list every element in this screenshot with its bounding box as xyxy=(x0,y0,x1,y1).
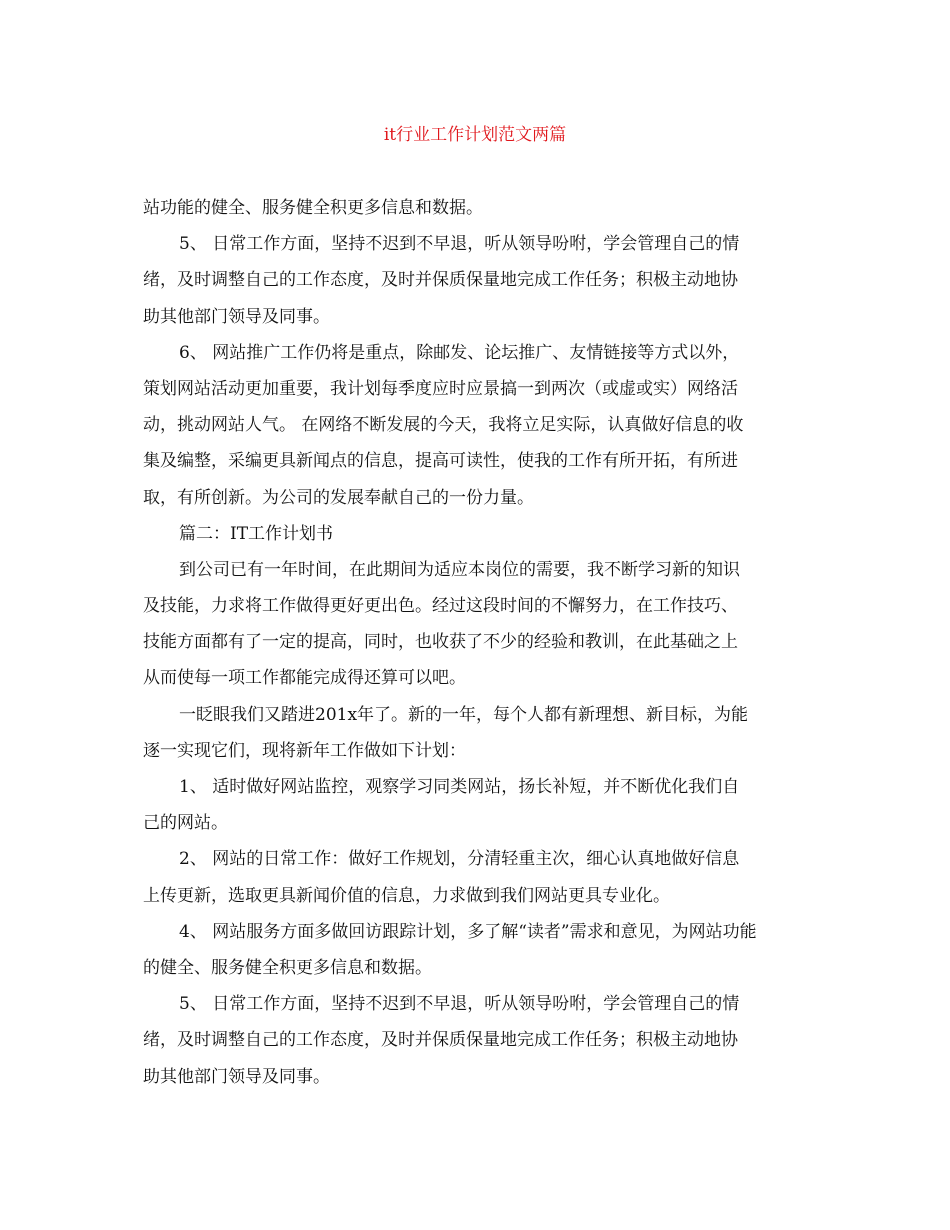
paragraph-line: 1、 适时做好网站监控，观察学习同类网站，扬长补短，并不断优化我们自 xyxy=(179,777,740,797)
paragraph-line: 绪，及时调整自己的工作态度，及时并保质保量地完成工作任务；积极主动地协 xyxy=(143,270,738,291)
paragraph-line: 己的网站。 xyxy=(143,813,228,834)
paragraph-line: 及技能，力求将工作做得更好更出色。经过这段时间的不懈努力，在工作技巧、 xyxy=(143,596,738,617)
paragraph xyxy=(143,769,807,841)
paragraph-line: 2、 网站的日常工作：做好工作规划，分清轻重主次，细心认真地做好信息 xyxy=(179,849,740,870)
paragraph xyxy=(143,516,807,552)
paragraph-line: 从而使每一项工作都能完成得还算可以吧。 xyxy=(143,668,466,689)
paragraph-line: 取，有所创新。为公司的发展奉献自己的一份力量。 xyxy=(143,487,534,508)
paragraph-line: 助其他部门领导及同事。 xyxy=(143,1066,330,1087)
paragraph-line: 逐一实现它们，现将新年工作做如下计划： xyxy=(143,740,466,761)
paragraph-line: 一眨眼我们又踏进201x年了。新的一年，每个人都有新理想、新目标，为能 xyxy=(179,704,749,725)
paragraph xyxy=(143,552,807,697)
paragraph xyxy=(143,841,807,913)
paragraph xyxy=(143,986,807,1095)
paragraph-line: 篇二：IT工作计划书 xyxy=(179,523,334,544)
paragraph xyxy=(143,226,807,335)
paragraph-line: 站功能的健全、服务健全积更多信息和数据。 xyxy=(143,198,483,218)
document-title: it行业工作计划范文两篇 xyxy=(383,125,567,145)
paragraph xyxy=(143,914,807,986)
paragraph-line: 5、 日常工作方面，坚持不迟到不早退，听从领导吩咐，学会管理自己的情 xyxy=(179,994,740,1015)
paragraph-line: 策划网站活动更加重要，我计划每季度应时应景搞一到两次（或虚或实）网络活 xyxy=(143,378,738,399)
paragraph-line: 的健全、服务健全积更多信息和数据。 xyxy=(143,957,432,978)
paragraph-line: 技能方面都有了一定的提高，同时，也收获了不少的经验和教训，在此基础之上 xyxy=(143,632,738,653)
paragraph xyxy=(143,697,807,769)
document-body xyxy=(143,190,807,1095)
paragraph-line: 4、 网站服务方面多做回访跟踪计划，多了解“读者”需求和意见，为网站功能 xyxy=(179,921,757,942)
paragraph-line: 到公司已有一年时间，在此期间为适应本岗位的需要，我不断学习新的知识 xyxy=(179,559,740,580)
paragraph-line: 6、 网站推广工作仍将是重点，除邮发、论坛推广、友情链接等方式以外， xyxy=(179,342,740,363)
paragraph-line: 动，挑动网站人气。 在网络不断发展的今天，我将立足实际，认真做好信息的收 xyxy=(143,415,744,436)
paragraph-line: 5、 日常工作方面，坚持不迟到不早退，听从领导吩咐，学会管理自己的情 xyxy=(179,234,740,255)
paragraph-line: 助其他部门领导及同事。 xyxy=(143,306,330,327)
paragraph xyxy=(143,190,807,226)
paragraph-line: 上传更新，选取更具新闻价值的信息，力求做到我们网站更具专业化。 xyxy=(143,885,670,906)
paragraph xyxy=(143,335,807,516)
paragraph-line: 绪，及时调整自己的工作态度，及时并保质保量地完成工作任务；积极主动地协 xyxy=(143,1030,738,1051)
paragraph-line: 集及编整，采编更具新闻点的信息，提高可读性，使我的工作有所开拓，有所进 xyxy=(143,451,738,472)
